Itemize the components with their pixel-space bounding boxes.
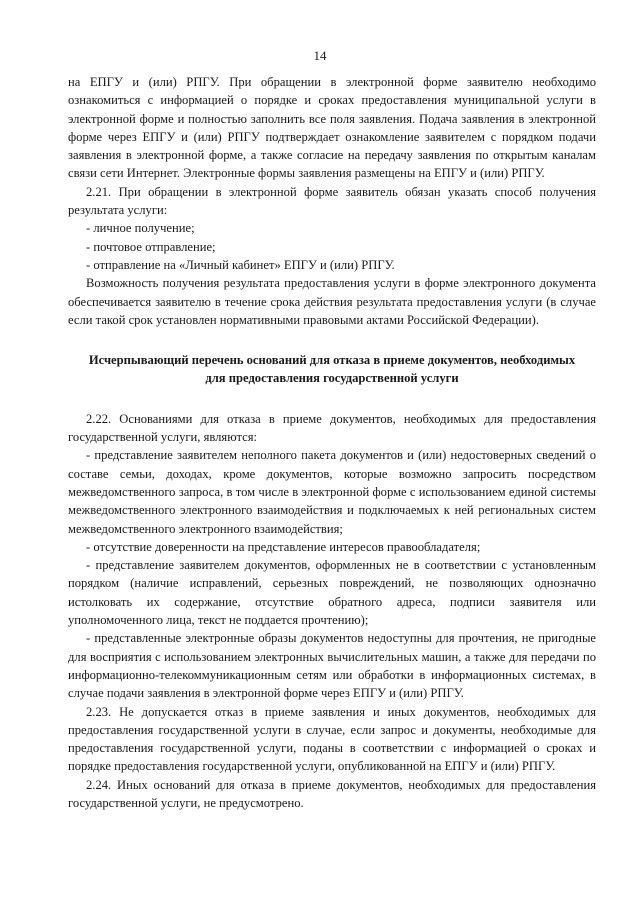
- list-item: - представление заявителем неполного пакета документов и (или) недостоверных сведений о составе семьи, доходах, кроме документов, которые возможно запросить посредством межведомственного запроса, в том числе в электронной форме с использованием единой системы межведомственного электронного взаимодействия и подключаемых к ней региональных систем межведомственного электронного взаимодействия;: [68, 448, 596, 536]
- document-body: [68, 73, 596, 812]
- paragraph-2-24: 2.24. Иных оснований для отказа в приеме документов, необходимых для предоставления государственной услуги, не предусмотрено.: [68, 777, 596, 810]
- list-item-cabinet: - отправление на «Личный кабинет» ЕПГУ и (или) РПГУ.: [86, 257, 395, 272]
- paragraph-2-23: 2.23. Не допускается отказ в приеме заявления и иных документов, необходимых для предоставления государственной услуги в случае, если запрос и документы, необходимые для предоставления государственной услуги, поданы в соответствии с информацией о сроках и порядке предоставления государственной услуги, опубликованной на ЕПГУ и (или) РПГУ.: [68, 704, 596, 774]
- page-number: 14: [313, 48, 327, 63]
- list-item: - представленные электронные образы документов недоступны для прочтения, не пригодные для восприятия с использованием электронных вычислительных машин, а также для передачи по информационно-телекоммуникационным сетям или обработки в информационных системах, в случае подачи заявления в электронной форме через ЕПГУ и (или) РПГУ.: [68, 631, 596, 701]
- paragraph: на ЕПГУ и (или) РПГУ. При обращении в электронной форме заявителю необходимо ознакомиться с информацией о порядке и сроках предоставления муниципальной услуги в электронной форме и полностью заполнить все поля заявления. Подача заявления в электронной форме через ЕПГУ и (или) РПГУ подтверждает ознакомление заявителем с порядком подачи заявления в электронной форме, а также согласие на передачу заявления по открытым каналам связи сети Интернет. Электронные формы заявления размещены на ЕПГУ и (или) РПГУ.: [68, 75, 596, 181]
- list-item: - отсутствие доверенности на представление интересов правообладателя;: [86, 539, 481, 554]
- list-item-postal: - почтовое отправление;: [86, 239, 216, 254]
- list-item-personal: - личное получение;: [86, 221, 195, 236]
- list-item: - представление заявителем документов, оформленных не в соответствии с установленным порядком (наличие исправлений, серьезных повреждений, не позволяющих однозначно истолковать их содержание, отсутствие обратного адреса, подписи заявителя или уполномоченного лица, текст не поддается прочтению);: [68, 558, 596, 628]
- paragraph-2-21: 2.21. При обращении в электронной форме заявитель обязан указать способ получения результата услуги:: [68, 184, 596, 218]
- section-heading: Исчерпывающий перечень оснований для отказа в приеме документов, необходимых для предоставления государственной услуги: [88, 353, 576, 386]
- paragraph-2-22: 2.22. Основаниями для отказа в приеме документов, необходимых для предоставления государственной услуги, являются:: [68, 411, 596, 445]
- paragraph: Возможность получения результата предоставления услуги в форме электронного документа обеспечивается заявителю в течение срока действия результата предоставления услуги (в случае если такой срок установлен нормативными правовыми актами Российской Федерации).: [68, 276, 596, 327]
